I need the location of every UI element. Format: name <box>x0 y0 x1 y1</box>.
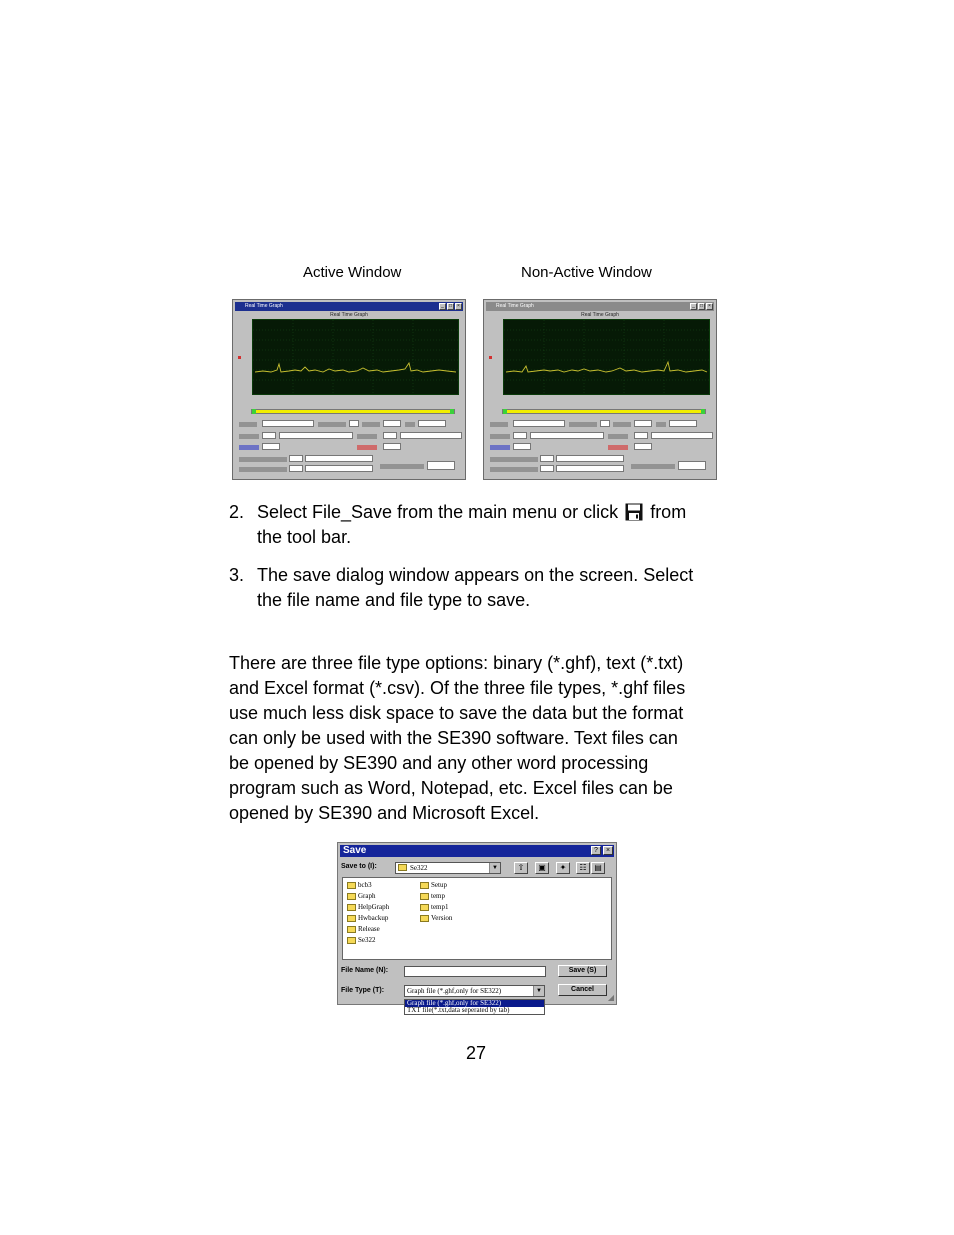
folder-listbox[interactable] <box>342 877 612 960</box>
cancel-button[interactable]: Cancel <box>558 984 607 996</box>
file-type-option-txt[interactable]: TXT file(*.txt,data seperated by tab) <box>407 1007 510 1014</box>
file-type-dropdown-list[interactable] <box>404 999 545 1015</box>
list-item[interactable]: bcb3 <box>347 880 372 890</box>
folder-icon <box>347 926 356 933</box>
paragraph-line: There are three file type options: binary (*.ghf), text (*.txt) <box>229 653 684 673</box>
list-item[interactable]: Graph <box>347 891 376 901</box>
nonactive-graph-title: Real Time Graph <box>581 312 619 318</box>
nonactive-graph-plot <box>503 319 710 395</box>
file-type-label: File Type (T): <box>341 987 385 994</box>
folder-icon <box>420 904 429 911</box>
new-folder-icon[interactable]: ✦ <box>556 862 570 874</box>
active-window-screenshot <box>232 299 466 480</box>
chevron-down-icon: ▼ <box>489 863 500 873</box>
step-3-number: 3. <box>229 565 245 585</box>
save-to-label: Save to (I): <box>341 863 377 870</box>
list-item[interactable]: Se322 <box>347 935 376 945</box>
step-2-line-2: the tool bar. <box>257 527 352 547</box>
file-type-option-ghf[interactable]: Graph file (*.ghf,only for SE322) <box>405 1000 544 1007</box>
paragraph-line: be opened by SE390 and any other word processing <box>229 753 649 773</box>
y-axis-marker <box>238 356 241 359</box>
details-view-icon[interactable]: ▤ <box>591 862 605 874</box>
paragraph-line: and Excel format (*.csv). Of the three file types, *.ghf files <box>229 678 686 698</box>
caption-active-window: Active Window <box>303 264 402 281</box>
file-type-paragraph <box>229 651 685 826</box>
minimize-icon: _ <box>690 303 697 310</box>
floppy-disk-icon <box>625 503 643 521</box>
folder-icon <box>420 882 429 889</box>
list-item[interactable]: temp1 <box>420 902 449 912</box>
nonactive-window-titlebar <box>486 302 714 311</box>
up-folder-icon[interactable]: ⇧ <box>514 862 528 874</box>
list-item[interactable]: Setup <box>420 880 447 890</box>
save-button[interactable]: Save (S) <box>558 965 607 977</box>
save-dialog-title: Save <box>343 845 367 856</box>
active-time-slider <box>251 409 455 414</box>
active-graph-title: Real Time Graph <box>330 312 368 318</box>
save-dialog-screenshot <box>337 842 617 1014</box>
list-item[interactable]: temp <box>420 891 445 901</box>
file-type-value: Graph file (*.ghf,only for SE322) <box>407 987 502 995</box>
active-window-title: Real Time Graph <box>245 303 283 309</box>
file-type-combo[interactable] <box>404 985 545 997</box>
list-item[interactable]: Version <box>420 913 452 923</box>
nonactive-time-slider <box>502 409 706 414</box>
close-icon[interactable]: × <box>603 846 613 855</box>
caption-nonactive-window: Non-Active Window <box>521 264 652 281</box>
list-item[interactable]: Hwbackup <box>347 913 388 923</box>
folder-icon <box>347 893 356 900</box>
maximize-icon: □ <box>448 303 453 309</box>
paragraph-line: opened by SE390 and Microsoft Excel. <box>229 803 540 823</box>
list-item[interactable]: Release <box>347 924 380 934</box>
folder-icon <box>420 915 429 922</box>
save-to-value: Se322 <box>410 864 428 872</box>
file-name-label: File Name (N): <box>341 967 389 974</box>
minimize-icon: _ <box>439 303 446 310</box>
page-number: 27 <box>466 1043 487 1063</box>
file-name-input[interactable] <box>404 966 546 977</box>
close-icon: × <box>706 303 713 310</box>
save-to-combo[interactable] <box>395 862 501 874</box>
nonactive-window-title: Real Time Graph <box>496 303 534 309</box>
folder-icon <box>420 893 429 900</box>
step-2-text-before: Select File_Save from the main menu or click <box>257 502 619 522</box>
folder-icon <box>398 864 407 871</box>
list-item[interactable]: HelpGraph <box>347 902 389 912</box>
chevron-down-icon: ▼ <box>533 986 544 996</box>
nonactive-window-screenshot <box>483 299 717 480</box>
y-axis-marker <box>489 356 492 359</box>
paragraph-line: can only be used with the SE390 software. Text files can <box>229 728 678 748</box>
help-icon[interactable]: ? <box>591 846 601 855</box>
step-3-line-2: the file name and file type to save. <box>257 590 531 610</box>
resize-grip-icon[interactable]: ◢ <box>607 993 614 1002</box>
paragraph-line: program such as Word, Notepad, etc. Excel files can be <box>229 778 673 798</box>
save-dialog-titlebar <box>340 845 614 857</box>
list-view-icon[interactable]: ☷ <box>576 862 590 874</box>
active-graph-plot <box>252 319 459 395</box>
maximize-icon: □ <box>699 303 704 309</box>
folder-icon <box>347 937 356 944</box>
close-icon: × <box>455 303 462 310</box>
paragraph-line: use much less disk space to save the data but the format <box>229 703 684 723</box>
desktop-icon[interactable]: ▣ <box>535 862 549 874</box>
folder-icon <box>347 882 356 889</box>
folder-icon <box>347 915 356 922</box>
folder-icon <box>347 904 356 911</box>
active-window-titlebar <box>235 302 463 311</box>
step-2-line-1 <box>257 500 686 525</box>
step-2-text-after: from <box>650 502 687 522</box>
step-2-number: 2. <box>229 502 245 522</box>
step-3-line-1: The save dialog window appears on the screen. Select <box>257 565 694 585</box>
